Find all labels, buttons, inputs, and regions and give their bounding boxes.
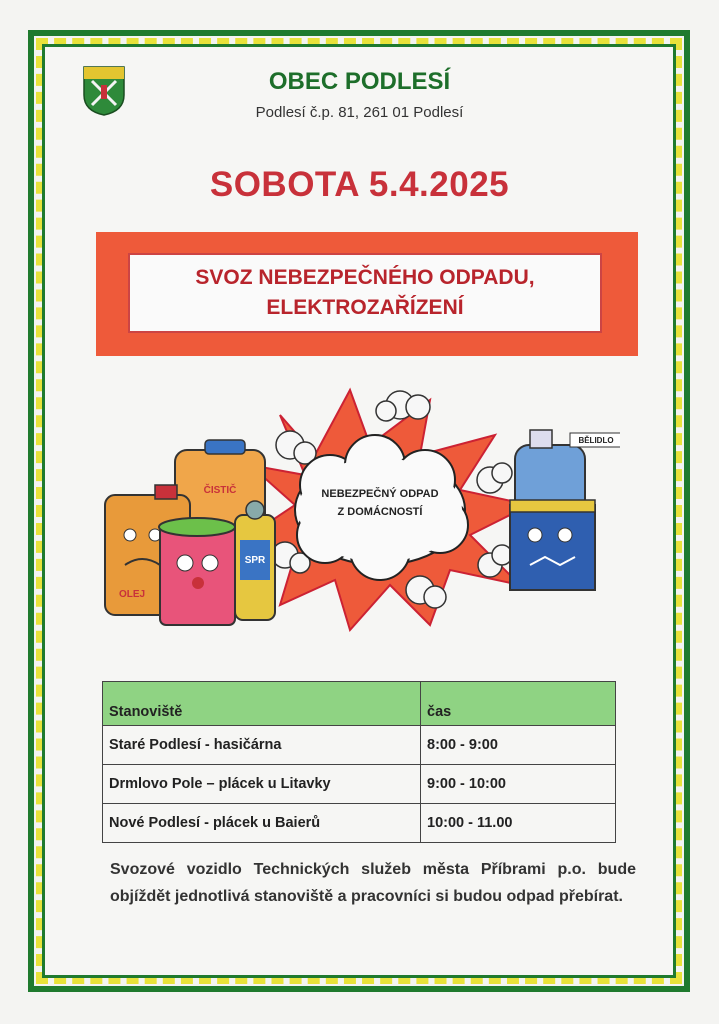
label-belidlo: BĚLIDLO bbox=[578, 436, 614, 445]
row-time: 8:00 - 9:00 bbox=[421, 726, 616, 765]
municipality-address: Podlesí č.p. 81, 261 01 Podlesí bbox=[255, 104, 464, 121]
banner-line-1: SVOZ NEBEZPEČNÉHO ODPADU, bbox=[195, 266, 535, 289]
event-date: SOBOTA 5.4.2025 bbox=[209, 165, 510, 204]
cloud-text-line-2: Z DOMÁCNOSTÍ bbox=[337, 506, 423, 518]
collection-note: Svozové vozidlo Technických služeb města Příbrami p.o. bude objíždět jednotlivá stanoviště a pracovníci si budou odpad přebírat. bbox=[110, 861, 636, 905]
municipality-title: OBEC PODLESÍ bbox=[268, 68, 451, 95]
table-row bbox=[103, 726, 616, 765]
cloud-text-line-1: NEBEZPEČNÝ ODPAD bbox=[321, 488, 439, 500]
label-cistic: ČISTIČ bbox=[203, 485, 237, 496]
banner-line-2: ELEKTROZAŘÍZENÍ bbox=[266, 296, 464, 319]
schedule-table bbox=[102, 681, 616, 843]
row-place: Drmlovo Pole – plácek u Litavky bbox=[103, 765, 421, 804]
banner-box bbox=[128, 253, 602, 333]
header-place: Stanoviště bbox=[103, 682, 421, 726]
label-spr: SPR bbox=[244, 555, 266, 566]
row-time: 10:00 - 11.00 bbox=[421, 804, 616, 843]
label-olej: OLEJ bbox=[118, 589, 146, 600]
car-battery bbox=[510, 505, 595, 590]
table-row bbox=[103, 804, 616, 843]
paint-can bbox=[160, 525, 235, 625]
table-row bbox=[103, 765, 616, 804]
row-place: Nové Podlesí - plácek u Baierů bbox=[103, 804, 421, 843]
table-header-row bbox=[103, 682, 616, 726]
hazardous-waste-illustration bbox=[100, 385, 620, 635]
row-time: 9:00 - 10:00 bbox=[421, 765, 616, 804]
row-place: Staré Podlesí - hasičárna bbox=[103, 726, 421, 765]
header-time: čas bbox=[421, 682, 616, 726]
